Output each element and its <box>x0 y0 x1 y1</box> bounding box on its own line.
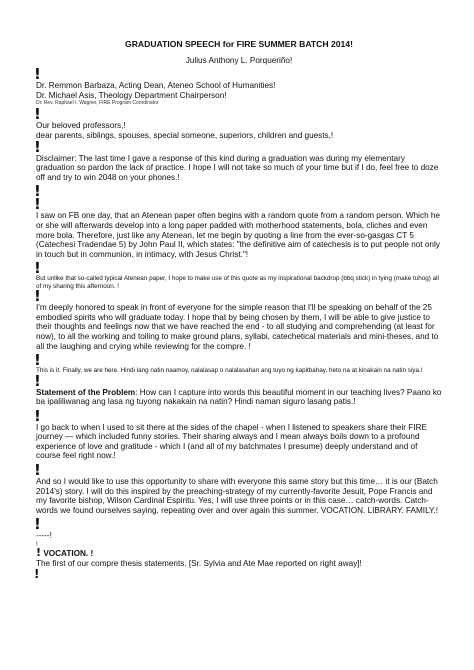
speech-title: GRADUATION SPEECH for FIRE SUMMER BATCH 2014! <box>125 39 353 49</box>
exclamation-mark: ! <box>34 461 41 480</box>
small-note-tuyo: This is it. Finally, we are here. Hindi lang natin naamoy, nalalasap o nalalasahan ang tuyo ng kapitbahay, heto na at kinakain na natin siya.! <box>36 367 423 375</box>
small-exclamation: ! <box>36 541 38 549</box>
exclamation-mark: ! <box>34 566 40 581</box>
vocation-label: VOCATION. ! <box>43 549 94 559</box>
exclamation-mark: ! <box>34 287 41 306</box>
problem-label: Statement of the Problem <box>36 387 136 397</box>
exclamation-mark: ! <box>34 137 41 156</box>
exclamation-mark: ! <box>34 515 41 534</box>
exclamation-mark: ! <box>34 406 41 425</box>
tiny-note: Dr. Rev. Raphael I. Wagner, FIRE Program Coordinator <box>36 100 159 107</box>
author-name: Julius Anthony L. Porqueriño! <box>185 55 293 65</box>
greeting-professors: Our beloved professors,! <box>36 121 126 131</box>
chapel-paragraph: I go back to when I used to sit there at the sides of the chapel - when I listened to speakers share their FIRE journey — which included funny stories. Their sharing always and I mean always boils down to a profound experience of love and gratitude - which I (and all of my batchmates I presume) deeply understand and of course feel right now.! <box>36 422 427 461</box>
exclamation-mark: ! <box>34 182 41 201</box>
share-paragraph: And so I would like to use this opportunity to share with everyone this same story but this time… it is our (Batch 2014's) story. I will do this inspired by the preaching-strategy of my currently-favorite Jesuit, Pope Francis and my favorite bishop, Wilson Cardinal Espiritu. Yes, I will use three points or in this case… catch-words. Catch-words we found ourselves saying, repeating over and over again this summer. VOCATION. LIBRARY. FAMILY.! <box>36 477 438 515</box>
compre-line: The first of our compre thesis statements. [Sr. Sylvia and Ate Mae reported on right away]! <box>36 559 362 569</box>
salutation-chair: Dr. Michael Asis, Theology Department Chairperson! <box>36 90 227 100</box>
exclamation-mark: ! <box>34 259 41 278</box>
small-note-bbq: But unlike that so-called typical Atenean paper, I hope to make use of this quote as my inspirational backdrop (bbq stick) in tying (make tuhog) all of my sharing this afternoon. ! <box>36 275 439 290</box>
exclamation-mark: ! <box>34 351 41 370</box>
disclaimer-paragraph: Disclaimer: The last time I gave a response of this kind during a graduation was during my elementary graduation so pardon the lack of practice. I hope I will not take so much of your time but if I do, feel free to doze off and try to win 2048 on your phones.! <box>36 153 439 182</box>
exclamation-mark: ! <box>34 371 41 390</box>
greeting-guests: dear parents, siblings, spouses, special someone, superiors, children and guests,! <box>36 130 334 140</box>
exclamation-mark: ! <box>34 195 41 214</box>
salutation-dean: Dr. Remmon Barbaza, Acting Dean, Ateneo School of Humanities! <box>36 81 276 91</box>
exclamation-mark: ! <box>36 546 42 560</box>
fb-paragraph: I saw on FB one day, that an Atenean paper often begins with a random quote from a random person. Which he or she will afterwards develop into a long paper padded with motherhood statements, bola, cliches and even more bola. Therefore, just like any Atenean, let me begin by quoting a line from the ever-so-gasgas CT 5 (Catechesi Tradendae 5) by John Paul II, which states: "the definitive aim of catechesis is to put people not only in touch but in communion, in intimacy, with Jesus Christ."! <box>36 211 441 259</box>
problem-text: : How can I capture into words this beautiful moment in our teaching lives? Paano ko ba ipaliliwanag ang lasa ng tuyong nakakain na natin? Hindi naman siguro lasang patis.! <box>36 387 442 407</box>
dash-line: -----! <box>36 531 52 541</box>
honored-paragraph: I'm deeply honored to speak in front of everyone for the simple reason that I'll be speaking on behalf of the 25 embodied spirits who will graduate today. I hope that by being chosen by them, I will be able to give justice to their thoughts and feelings now that we have reached the end - to all studying and comprehending (at least for now), to all the working and toiling to make ground plans, syllabi, catechetical materials and mini-theses, and to all the laughing and crying while reviewing for the compre. ! <box>36 303 439 351</box>
exclamation-mark: ! <box>34 105 41 124</box>
problem-paragraph <box>36 388 442 407</box>
vocation-line <box>36 548 442 559</box>
exclamation-mark: ! <box>34 65 41 84</box>
